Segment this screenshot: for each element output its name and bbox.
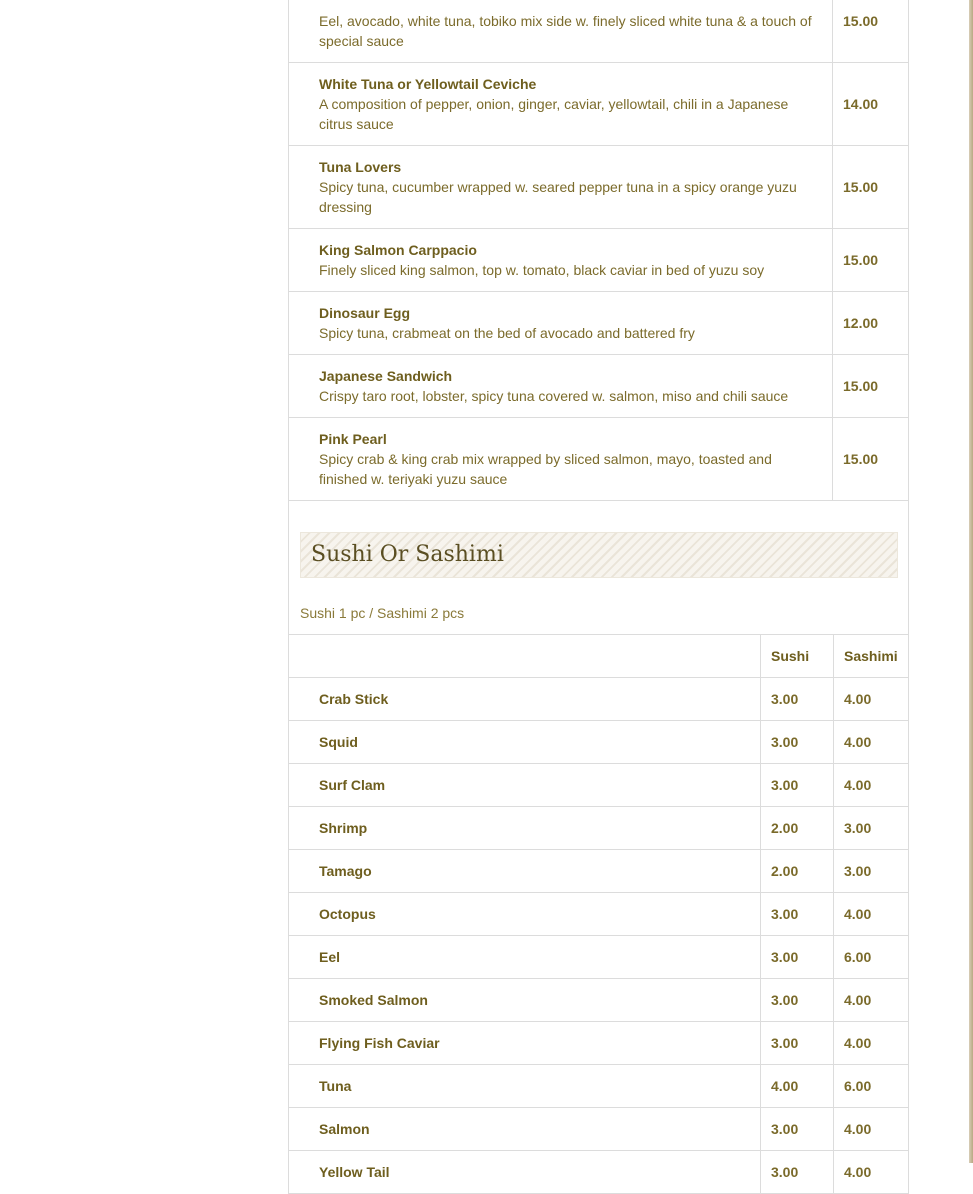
menu-item-row — [289, 292, 909, 355]
sashimi-price: 6.00 — [834, 1065, 910, 1108]
item-description: A composition of pepper, onion, ginger, caviar, yellowtail, chili in a Japanese citrus sauce — [319, 96, 789, 132]
sashimi-price: 4.00 — [834, 893, 910, 936]
sashimi-price: 4.00 — [834, 1108, 910, 1151]
sushi-item-row — [289, 1151, 909, 1194]
sushi-item-row — [289, 979, 909, 1022]
item-description-cell — [289, 229, 833, 292]
sushi-item-row — [289, 764, 909, 807]
sushi-item-name: Eel — [289, 936, 761, 979]
sushi-price: 3.00 — [761, 721, 834, 764]
menu-item-row — [289, 63, 909, 146]
sushi-sashimi-section — [289, 501, 908, 634]
item-description: Eel, avocado, white tuna, tobiko mix side w. finely sliced white tuna & a touch of special sauce — [319, 13, 812, 49]
price-table-header — [289, 635, 909, 678]
sushi-item-name: Yellow Tail — [289, 1151, 761, 1194]
sushi-item-name: Surf Clam — [289, 764, 761, 807]
sushi-item-name: Octopus — [289, 893, 761, 936]
sushi-item-row — [289, 721, 909, 764]
sashimi-price: 4.00 — [834, 1022, 910, 1065]
sashimi-price: 4.00 — [834, 764, 910, 807]
sushi-price: 3.00 — [761, 1108, 834, 1151]
sushi-price: 2.00 — [761, 850, 834, 893]
sushi-item-name: Tuna — [289, 1065, 761, 1108]
sashimi-price: 4.00 — [834, 979, 910, 1022]
sushi-item-row — [289, 678, 909, 721]
specials-table — [289, 0, 909, 501]
section-title: Sushi Or Sashimi — [311, 542, 504, 567]
sushi-item-row — [289, 850, 909, 893]
menu-content — [288, 0, 909, 1194]
item-description-cell — [289, 355, 833, 418]
sushi-price: 3.00 — [761, 1151, 834, 1194]
item-description: Finely sliced king salmon, top w. tomato, black caviar in bed of yuzu soy — [319, 262, 765, 278]
item-description: Spicy crab & king crab mix wrapped by sliced salmon, mayo, toasted and finished w. teriyaki yuzu sauce — [319, 451, 772, 487]
item-description-cell — [289, 418, 833, 501]
section-header — [300, 532, 898, 578]
header-blank — [289, 635, 761, 678]
menu-item-row — [289, 229, 909, 292]
item-price: 15.00 — [833, 0, 910, 63]
sushi-item-row — [289, 936, 909, 979]
item-name — [319, 0, 822, 11]
sushi-item-row — [289, 807, 909, 850]
sushi-item-row — [289, 1065, 909, 1108]
sushi-price-table — [289, 634, 909, 1194]
sushi-price: 4.00 — [761, 1065, 834, 1108]
sashimi-price: 4.00 — [834, 678, 910, 721]
item-description-cell — [289, 63, 833, 146]
item-price: 15.00 — [833, 355, 910, 418]
sashimi-price: 4.00 — [834, 1151, 910, 1194]
item-name: White Tuna or Yellowtail Ceviche — [319, 76, 537, 92]
sushi-item-row — [289, 893, 909, 936]
header-sashimi: Sashimi — [834, 635, 910, 678]
item-name: Japanese Sandwich — [319, 368, 453, 384]
item-name: Pink Pearl — [319, 431, 387, 447]
sushi-item-name: Flying Fish Caviar — [289, 1022, 761, 1065]
item-price: 15.00 — [833, 146, 910, 229]
section-note: Sushi 1 pc / Sashimi 2 pcs — [300, 605, 465, 621]
item-description-cell — [289, 292, 833, 355]
sushi-item-name: Squid — [289, 721, 761, 764]
page-edge-decoration — [969, 0, 973, 1163]
sashimi-price: 6.00 — [834, 936, 910, 979]
item-name: Dinosaur Egg — [319, 305, 411, 321]
sashimi-price: 4.00 — [834, 721, 910, 764]
menu-item-row — [289, 418, 909, 501]
item-price: 15.00 — [833, 229, 910, 292]
item-price: 12.00 — [833, 292, 910, 355]
item-description-cell — [289, 146, 833, 229]
sushi-price: 3.00 — [761, 764, 834, 807]
item-description-cell — [289, 0, 833, 63]
sushi-price: 3.00 — [761, 1022, 834, 1065]
sashimi-price: 3.00 — [834, 850, 910, 893]
sushi-item-name: Crab Stick — [289, 678, 761, 721]
sushi-price: 3.00 — [761, 893, 834, 936]
menu-item-row — [289, 355, 909, 418]
item-description: Spicy tuna, crabmeat on the bed of avocado and battered fry — [319, 325, 695, 341]
sushi-price: 3.00 — [761, 936, 834, 979]
item-name: King Salmon Carppacio — [319, 242, 477, 258]
sushi-item-name: Tamago — [289, 850, 761, 893]
item-description: Crispy taro root, lobster, spicy tuna covered w. salmon, miso and chili sauce — [319, 388, 789, 404]
menu-item-row — [289, 0, 909, 63]
menu-item-row — [289, 146, 909, 229]
sushi-price: 2.00 — [761, 807, 834, 850]
sushi-item-row — [289, 1108, 909, 1151]
sushi-item-row — [289, 1022, 909, 1065]
item-name: Tuna Lovers — [319, 159, 402, 175]
sushi-price: 3.00 — [761, 678, 834, 721]
sushi-price: 3.00 — [761, 979, 834, 1022]
item-description: Spicy tuna, cucumber wrapped w. seared pepper tuna in a spicy orange yuzu dressing — [319, 179, 797, 215]
header-sushi: Sushi — [761, 635, 834, 678]
sashimi-price: 3.00 — [834, 807, 910, 850]
sushi-item-name: Shrimp — [289, 807, 761, 850]
sushi-item-name: Smoked Salmon — [289, 979, 761, 1022]
sushi-item-name: Salmon — [289, 1108, 761, 1151]
item-price: 15.00 — [833, 418, 910, 501]
item-price: 14.00 — [833, 63, 910, 146]
